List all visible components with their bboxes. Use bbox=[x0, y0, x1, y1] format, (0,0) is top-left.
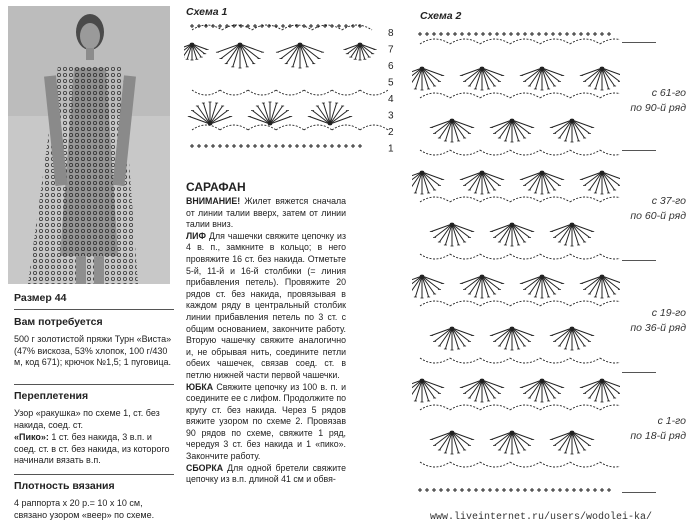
chain-arc-row bbox=[420, 405, 620, 410]
shell-stitch bbox=[520, 67, 564, 90]
shell-stitch bbox=[490, 119, 534, 142]
shell-stitch bbox=[430, 223, 474, 246]
shell-stitch bbox=[430, 119, 474, 142]
shell-stitch bbox=[460, 171, 504, 194]
shell-stitch bbox=[520, 275, 564, 298]
row-number: 4 bbox=[388, 94, 394, 105]
density-text: 4 раппорта x 20 р.= 10 x 10 см, связано узором «веер» по схеме. bbox=[14, 498, 155, 520]
shell-stitch bbox=[412, 171, 444, 194]
range-from: с 37-го bbox=[651, 195, 686, 207]
divider bbox=[14, 474, 174, 475]
stitch-row bbox=[190, 144, 362, 148]
shell-stitch bbox=[490, 327, 534, 350]
density-title: Плотность вязания bbox=[14, 480, 115, 492]
shell-stitch bbox=[460, 379, 504, 402]
shell-stitch bbox=[550, 431, 594, 454]
range-19-36 bbox=[614, 306, 686, 336]
bodice-text: Для чашечки свяжите цепочку из 4 в. п., замкните в кольцо; в него провяжите 16 ст. без накида. Отметьте 5-й, 11-й и 16-й столбики (= линия прибавления петель). Провяжите 20 рядов ст. без накида, провязывая в каждом ряду в центральный столбик линии прибавления петель по 3 ст. с общим основанием, закончите работу. Вторую чашечку свяжите аналогично и, не обрывая нить, соедините петли обеих чашечек, связав соед. ст. в петлю нижней части первой чашечки. bbox=[186, 230, 346, 380]
range-to: по 90-й ряд bbox=[630, 102, 686, 114]
shell-stitch bbox=[580, 379, 620, 402]
row-number: 6 bbox=[388, 61, 394, 72]
pattern-2-text: 1 ст. без накида, 3 в.п. и соед. ст. в ст. без накида, из которого начинали вязать в.п. bbox=[14, 432, 170, 465]
shell-stitch bbox=[550, 327, 594, 350]
divider bbox=[14, 309, 174, 310]
pattern-1-text: Узор «ракушка» по схеме 1, ст. без накида, соед. ст. bbox=[14, 408, 160, 430]
shell-stitch bbox=[550, 119, 594, 142]
shell-stitch bbox=[460, 275, 504, 298]
range-1-18 bbox=[614, 414, 686, 444]
shell-stitch bbox=[216, 43, 264, 68]
site-watermark: www.liveinternet.ru/users/wodolei-ka/ bbox=[430, 512, 653, 523]
warning-paragraph bbox=[186, 196, 346, 231]
range-from: с 61-го bbox=[651, 87, 686, 99]
range-bracket bbox=[622, 372, 656, 373]
materials-text: 500 г золотистой пряжи Турн «Виста» (47% вискоза, 53% хлопок, 100 г/430 м, код 671); крючок №1,5; 1 пуговица. bbox=[14, 334, 172, 367]
skirt-text: Свяжите цепочку из 100 в. п. и соедините ее с лифом. Продолжите по кругу ст. без накида. Через 5 рядов вяжите узором по схеме 2. Провязав 90 рядов по схеме, свяжите 1 ряд, чередуя 3 ст. без накида и 1 «пико». Закончите работу. bbox=[186, 381, 346, 462]
shell-stitch bbox=[430, 327, 474, 350]
pattern-2 bbox=[14, 432, 176, 467]
chain-arc-row bbox=[420, 254, 620, 259]
range-bracket bbox=[622, 260, 656, 261]
instructions bbox=[186, 196, 346, 526]
model-photo bbox=[8, 6, 170, 284]
shell-stitch bbox=[412, 379, 444, 402]
schema-2-title: Схема 2 bbox=[420, 10, 462, 22]
skirt-label: ЮБКА bbox=[186, 381, 214, 392]
shell-stitch bbox=[520, 171, 564, 194]
assembly-paragraph bbox=[186, 463, 346, 486]
skirt-paragraph bbox=[186, 382, 346, 463]
stitch-row bbox=[418, 488, 611, 492]
range-to: по 36-й ряд bbox=[630, 322, 686, 334]
range-to: по 18-й ряд bbox=[630, 430, 686, 442]
chain-arc-row bbox=[420, 301, 620, 306]
stitch-row bbox=[418, 32, 611, 36]
warning-label: ВНИМАНИЕ! bbox=[186, 196, 241, 206]
shell-stitch bbox=[430, 431, 474, 454]
pattern-2-label: «Пико»: bbox=[14, 432, 49, 442]
assembly-text: Для одной бретели свяжите цепочку из в.п. длиной 41 см и обвя- bbox=[186, 462, 346, 485]
range-to: по 60-й ряд bbox=[630, 210, 686, 222]
shell-stitch bbox=[276, 43, 324, 68]
range-37-60 bbox=[614, 194, 686, 224]
chain-arc-row bbox=[192, 90, 388, 95]
shell-stitch bbox=[580, 275, 620, 298]
range-bracket bbox=[622, 150, 656, 151]
shell-stitch bbox=[184, 43, 209, 60]
schema-1-diagram bbox=[184, 20, 404, 160]
row-number: 3 bbox=[388, 110, 394, 122]
range-from: с 19-го bbox=[651, 307, 686, 319]
shell-stitch bbox=[188, 102, 232, 125]
shell-stitch bbox=[460, 67, 504, 90]
bodice-paragraph bbox=[186, 231, 346, 382]
shell-stitch bbox=[550, 223, 594, 246]
chain-arc-row bbox=[420, 93, 620, 98]
chain-arc-row bbox=[420, 462, 620, 467]
materials-title: Вам потребуется bbox=[14, 316, 103, 328]
chain-arc-row bbox=[420, 197, 620, 202]
shell-stitch bbox=[490, 431, 534, 454]
chain-arc-row bbox=[420, 150, 620, 155]
assembly-label: СБОРКА bbox=[186, 462, 224, 473]
chain-arc-row bbox=[420, 358, 620, 363]
patterns-title: Переплетения bbox=[14, 390, 89, 402]
row-number: 5 bbox=[388, 77, 394, 89]
garment-title: САРАФАН bbox=[186, 180, 246, 194]
chain-arc-row bbox=[420, 39, 620, 44]
shell-stitch bbox=[343, 43, 376, 60]
schema-2-diagram bbox=[412, 28, 620, 500]
size-title: Размер 44 bbox=[14, 292, 67, 304]
row-number: 2 bbox=[388, 127, 394, 138]
divider bbox=[14, 384, 174, 385]
warning-text: Жилет вяжется сначала от линии талии вверх, затем от линии талии вниз. bbox=[186, 196, 346, 230]
model-figure bbox=[8, 6, 170, 284]
row-number: 7 bbox=[388, 44, 394, 56]
schema-1-title: Схема 1 bbox=[186, 6, 228, 18]
bodice-label: ЛИФ bbox=[186, 230, 207, 241]
shell-stitch bbox=[248, 102, 292, 125]
stitch-row bbox=[190, 24, 362, 28]
range-61-90 bbox=[614, 86, 686, 116]
shell-stitch bbox=[580, 171, 620, 194]
range-from: с 1-го bbox=[657, 415, 686, 427]
range-bracket bbox=[622, 492, 656, 493]
row-number: 8 bbox=[388, 28, 394, 39]
shell-stitch bbox=[520, 379, 564, 402]
shell-stitch bbox=[412, 275, 444, 298]
shell-stitch bbox=[412, 67, 444, 90]
row-number: 1 bbox=[388, 143, 394, 155]
range-bracket bbox=[622, 42, 656, 43]
chain-arc-row bbox=[192, 125, 388, 130]
shell-stitch bbox=[490, 223, 534, 246]
shell-stitch bbox=[308, 102, 352, 125]
